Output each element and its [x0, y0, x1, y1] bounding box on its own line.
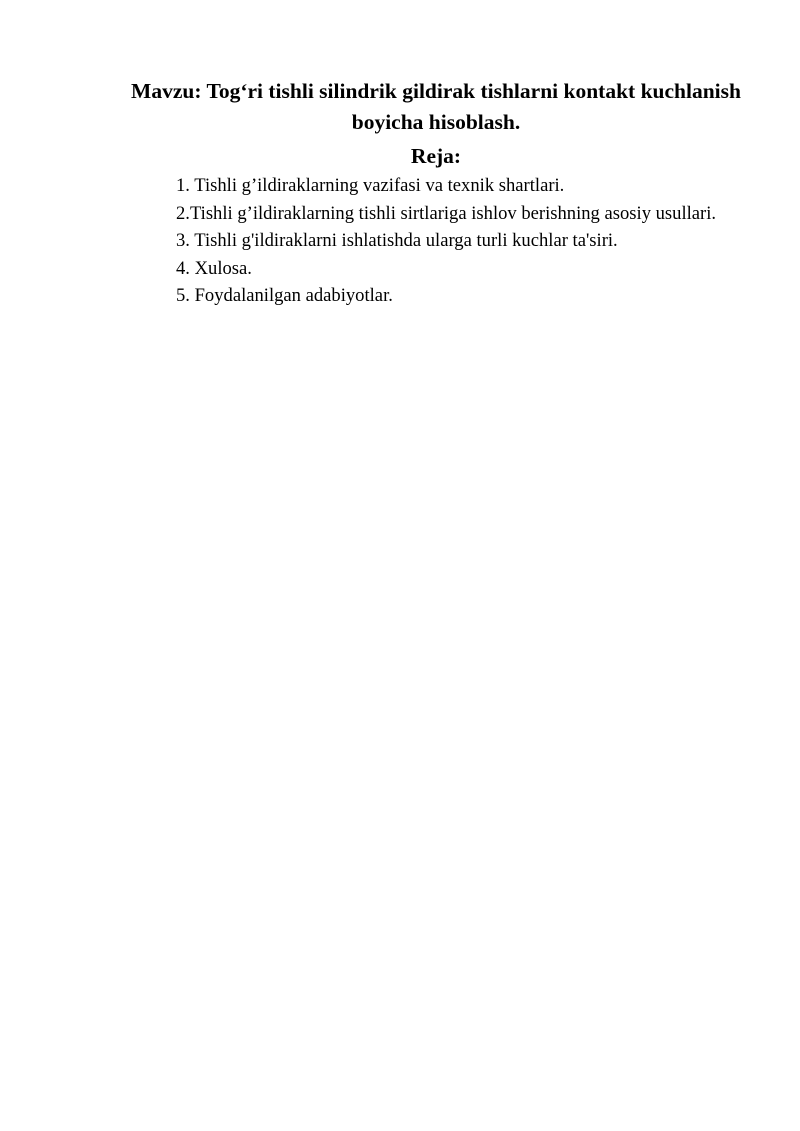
plan-item: 2.Tishli g’ildiraklarning tishli sirtlariga ishlov berishning asosiy usullari. — [176, 202, 717, 224]
plan-item: 5. Foydalanilgan adabiyotlar. — [176, 285, 393, 306]
plan-heading: Reja: — [410, 144, 462, 168]
plan-list — [138, 172, 742, 310]
plan-item: 1. Tishli g’ildiraklarning vazifasi va texnik shartlari. — [176, 175, 565, 196]
plan-item: 3. Tishli g'ildiraklarni ishlatishda ularga turli kuchlar ta'siri. — [176, 230, 618, 251]
document-title: Mavzu: Tog‘ri tishli silindrik gildirak tishlarni kontakt kuchlanish boyicha hisoblash. — [131, 79, 741, 134]
plan-item: 4. Xulosa. — [176, 257, 252, 279]
